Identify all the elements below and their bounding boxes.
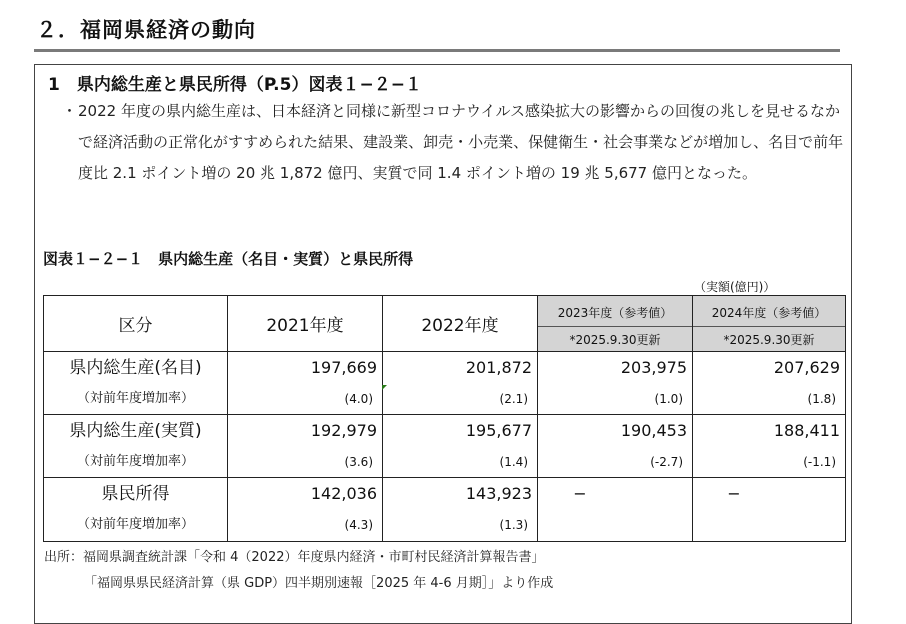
row-label-cell — [44, 352, 228, 415]
table-row-real — [44, 415, 846, 478]
paragraph-text: 2022 年度の県内総生産は、日本経済と同様に新型コロナウイルス感染拡大の影響からの回復の兆しを見せるなかで経済活動の正常化がすすめられた結果、建設業、卸売・小売業、保健衛生・社会事業などが増加し、名目で前年度比 2.1 ポイント増の 20 兆 1,872 億円、実質で同 1.4 ポイント増の 19 兆 5,677 億円となった。 — [78, 102, 844, 182]
growth-rate: (1.0) — [654, 392, 683, 406]
value-cell — [383, 352, 538, 415]
value: 195,677 — [465, 421, 532, 440]
row-label-cell — [44, 415, 228, 478]
unit-label: （実額(億円)） — [694, 280, 776, 294]
value-cell — [693, 478, 846, 542]
row-sublabel: （対前年度増加率） — [76, 454, 194, 469]
value-cell — [228, 415, 383, 478]
gdp-table — [43, 295, 846, 542]
growth-rate: (4.3) — [344, 518, 373, 532]
header-2022: 2022年度 — [383, 296, 538, 352]
summary-paragraph — [62, 96, 852, 189]
value: 143,923 — [465, 484, 532, 503]
value-cell — [538, 478, 693, 542]
header-2023 — [538, 296, 693, 352]
row-label: 県内総生産(実質) — [69, 421, 202, 441]
value-cell — [228, 352, 383, 415]
header-2024 — [693, 296, 846, 352]
value: 142,036 — [310, 484, 377, 503]
row-sublabel: （対前年度増加率） — [76, 391, 194, 406]
value: 207,629 — [773, 358, 840, 377]
header-2021: 2021年度 — [228, 296, 383, 352]
value: 190,453 — [620, 421, 687, 440]
header-2024-note: *2025.9.30更新 — [723, 332, 815, 347]
value: 203,975 — [620, 358, 687, 377]
source-line-1: 出所：福岡県調査統計課「令和 4（2022）年度県内経済・市町村民経済計算報告書」 — [44, 550, 545, 565]
value-cell — [693, 415, 846, 478]
table-header-row — [44, 296, 846, 352]
row-label: 県民所得 — [101, 484, 170, 504]
row-label: 県内総生産(名目) — [69, 358, 202, 378]
row-label-cell — [44, 478, 228, 542]
growth-rate: (4.0) — [344, 392, 373, 406]
header-2023-note: *2025.9.30更新 — [569, 332, 661, 347]
table-row-income — [44, 478, 846, 542]
header-2024-label: 2024年度（参考値） — [711, 305, 827, 320]
figure-title: 図表１−２−１ 県内総生産（名目・実質）と県民所得 — [43, 250, 414, 268]
section-divider — [34, 49, 840, 52]
growth-rate: (-1.1) — [803, 455, 836, 469]
growth-rate: (1.8) — [807, 392, 836, 406]
value-cell — [383, 415, 538, 478]
value-cell — [538, 352, 693, 415]
growth-rate — [693, 510, 845, 540]
value-cell — [383, 478, 538, 542]
growth-rate: (-2.7) — [650, 455, 683, 469]
cell-comment-marker — [382, 385, 387, 390]
value: 197,669 — [310, 358, 377, 377]
subsection-title: 1 県内総生産と県民所得（P.5）図表１−２−１ — [48, 75, 422, 95]
bullet-mark: ・ — [62, 102, 78, 120]
source-line-2: 「福岡県県民経済計算（県 GDP）四半期別速報［2025 年 4-6 月期］」より作成 — [84, 576, 554, 591]
value: 201,872 — [465, 358, 532, 377]
header-category: 区分 — [44, 296, 228, 352]
value: 188,411 — [773, 421, 840, 440]
value-cell — [538, 415, 693, 478]
row-sublabel: （対前年度増加率） — [76, 517, 194, 532]
table-row-nominal — [44, 352, 846, 415]
header-2023-label: 2023年度（参考値） — [557, 305, 673, 320]
value-dash: − — [727, 484, 741, 503]
growth-rate: (2.1) — [499, 392, 528, 406]
growth-rate: (3.6) — [344, 455, 373, 469]
growth-rate: (1.4) — [499, 455, 528, 469]
section-title: ２．福岡県経済の動向 — [36, 18, 256, 42]
value-cell — [228, 478, 383, 542]
value-cell — [693, 352, 846, 415]
value: 192,979 — [310, 421, 377, 440]
growth-rate — [538, 510, 692, 540]
growth-rate: (1.3) — [499, 518, 528, 532]
value-dash: − — [573, 484, 587, 503]
